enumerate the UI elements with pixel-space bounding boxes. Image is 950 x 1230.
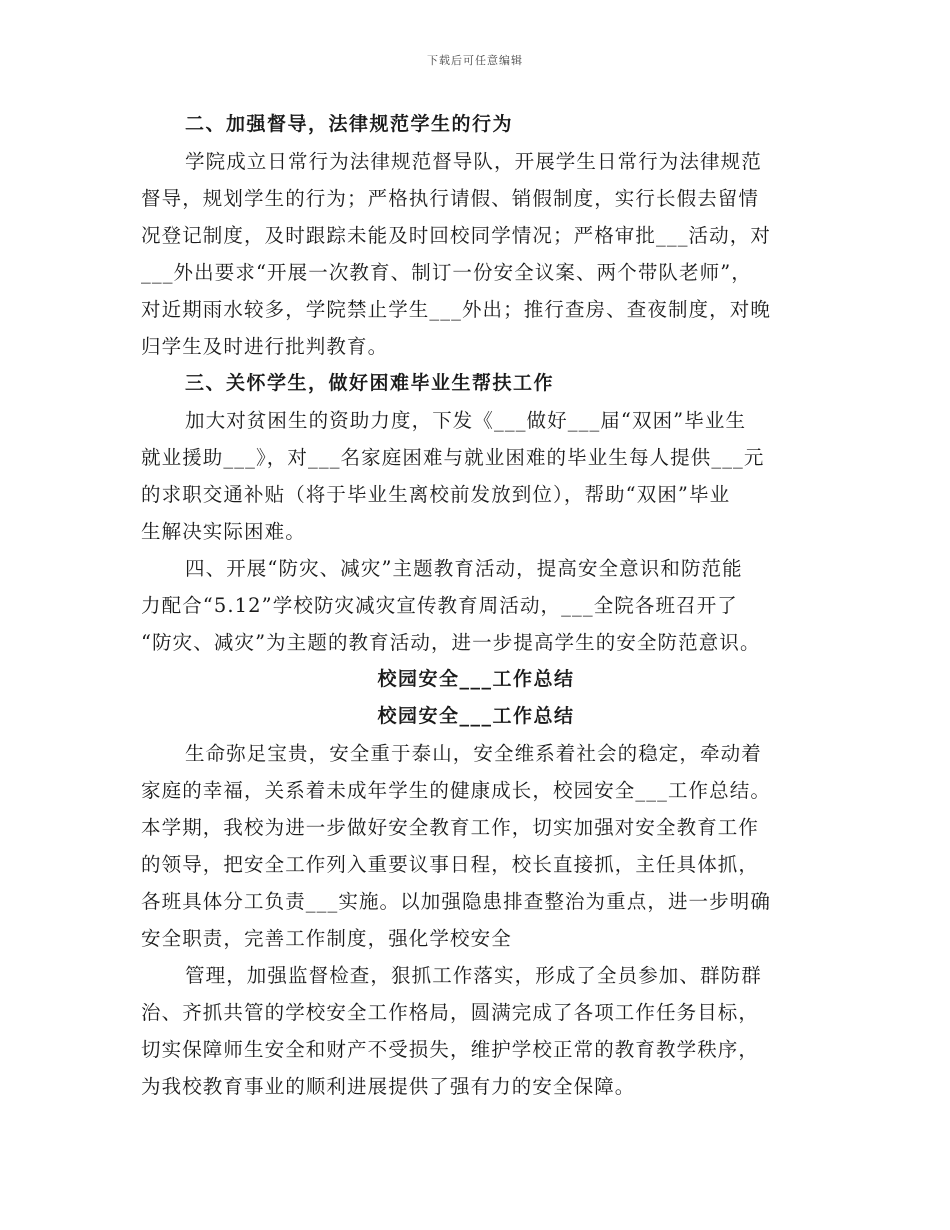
paragraph-line: 力配合“5.12”学校防灾减灾宣传教育周活动，___全院各班召开了	[141, 594, 738, 617]
paragraph-line: 为我校教育事业的顺利进展提供了强有力的安全保障。	[141, 1075, 636, 1098]
paragraph-line: 况登记制度，及时跟踪未能及时回校同学情况；严格审批___活动，对	[141, 224, 771, 247]
paragraph-line: 归学生及时进行批判教育。	[141, 335, 389, 358]
paragraph-line: 加大对贫困生的资助力度，下发《___做好___届“双困”毕业生	[185, 409, 747, 432]
paragraph-line: 治、齐抓共管的学校安全工作格局，圆满完成了各项工作任务目标，	[141, 1001, 760, 1024]
paragraph-line: 管理，加强监督检查，狠抓工作落实，形成了全员参加、群防群	[185, 964, 762, 987]
paragraph-line: 对近期雨水较多，学院禁止学生___外出；推行查房、查夜制度，对晚	[141, 298, 771, 321]
paragraph-line: 生命弥足宝贵，安全重于泰山，安全维系着社会的稳定，牵动着	[185, 742, 762, 765]
paragraph-line: 的求职交通补贴（将于毕业生离校前发放到位），帮助“双困”毕业	[141, 483, 731, 506]
document-title: 校园安全___工作总结	[377, 668, 575, 690]
paragraph-line: 学院成立日常行为法律规范督导队，开展学生日常行为法律规范	[185, 150, 762, 173]
paragraph-line: 本学期，我校为进一步做好安全教育工作，切实加强对安全教育工作	[141, 816, 760, 839]
paragraph-line: 切实保障师生安全和财产不受损失，维护学校正常的教育教学秩序，	[141, 1038, 760, 1061]
paragraph-line: 四、开展“防灾、减灾”主题教育活动，提高安全意识和防范能	[185, 557, 743, 580]
paragraph-line: “防灾、减灾”为主题的教育活动，进一步提高学生的安全防范意识。	[141, 631, 761, 654]
paragraph-line: 安全职责，完善工作制度，强化学校安全	[141, 927, 512, 950]
document-body	[141, 106, 811, 1105]
paragraph-line: 各班具体分工负责___实施。以加强隐患排查整治为重点，进一步明确	[141, 890, 771, 913]
page-header-note: 下载后可任意编辑	[427, 54, 523, 67]
document-subtitle: 校园安全___工作总结	[377, 705, 575, 727]
paragraph-line: 生解决实际困难。	[141, 520, 306, 543]
paragraph-line: 家庭的幸福，关系着未成年学生的健康成长，校园安全___工作总结。	[141, 779, 771, 802]
section-heading-3: 三、关怀学生，做好困难毕业生帮扶工作	[185, 372, 555, 394]
paragraph-line: 就业援助___》，对___名家庭困难与就业困难的毕业生每人提供___元	[141, 446, 765, 469]
section-heading-2: 二、加强督导，法律规范学生的行为	[185, 113, 514, 135]
paragraph-line: 的领导，把安全工作列入重要议事日程，校长直接抓，主任具体抓，	[141, 853, 760, 876]
paragraph-line: 督导，规划学生的行为；严格执行请假、销假制度，实行长假去留情	[141, 187, 760, 210]
paragraph-line: ___外出要求“开展一次教育、制订一份安全议案、两个带队老师”，	[141, 261, 752, 284]
